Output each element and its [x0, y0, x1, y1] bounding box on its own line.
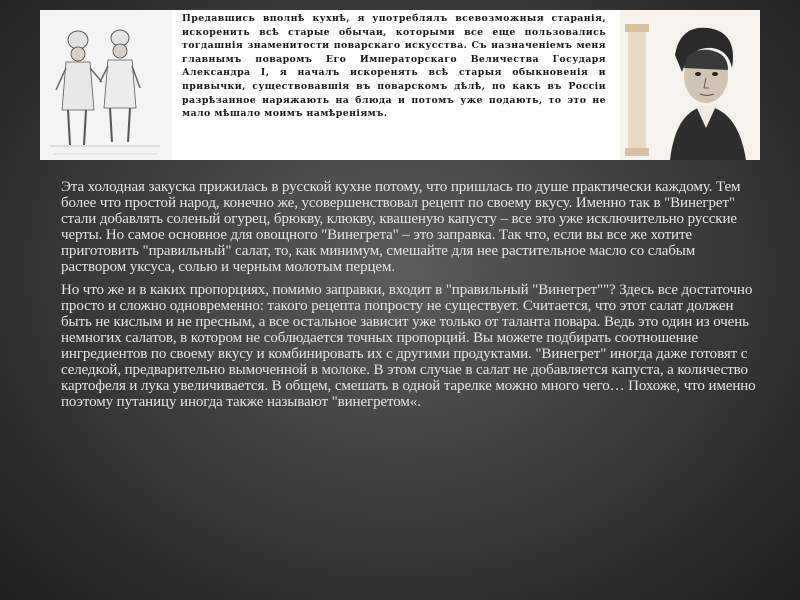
paragraph-1: Эта холодная закуска прижилась в русской кухне потому, что пришлась по душе практически каждому. Тем более что простой народ, конечно же, усовершенствовал рецепт по своему вкусу. Именно так в "Винегрет" стали добавлять соленый огурец, брюкву, клюкву, квашеную капусту – все это уже исключительно русские черты. Но самое основное для овощного "Винегрета" – это заправка. Так что, если вы все же хотите приготовить "правильный" салат, то, как минимум, смешайте для нее растительное масло со слабым раствором уксуса, солью и черным молотым перцем. — [61, 179, 741, 275]
two-cooks-engraving — [40, 10, 172, 160]
paragraph-2: Но что же и в каких пропорциях, помимо заправки, входит в "правильный "Винегрет""? Здесь все достаточно просто и сложно одновременно: такого рецепта попросту не существует. Считается, что этот салат должен быть не кислым и не пресным, а все остальное зависит уже только от таланта повара. Ведь это один из очень немногих салатов, в котором не соблюдается точных пропорций. Вы можете подбирать соотношение ингредиентов по своему вкусу и комбинировать их с другими продуктами. "Винегрет" иногда даже готовят с селедкой, предварительно вымоченной в молоке. В этом случае в салат не добавляется капуста, а количество картофеля и лука увеличивается. В общем, смешать в одной тарелке можно много чего… Похоже, что именно поэтому путаницу иногда также называют "винегретом«. — [61, 282, 756, 410]
historical-quote: Предавшись вполнѣ кухнѣ, я употреблялъ всевозможныя старанія, искоренить всѣ старые обычаи, которыми все еще пользовались тогдашнія знаменитости поварскаго искусства. Съ назначеніемъ меня главнымъ поваромъ Его Императорскаго Величества Государя Александра I, я началъ искоренять всѣ старыя обыкновенія и привычки, существовавшія въ поварскомъ дѣлѣ, по какъ въ Россіи разрѣзанное наряжають на блюда и потомъ уже подають, то это не мало мѣшало моимъ намѣреніямъ. — [182, 13, 606, 120]
article-text — [61, 179, 761, 417]
chef-portrait — [620, 10, 760, 160]
historical-quote-text — [174, 12, 614, 158]
header-banner-image — [40, 10, 760, 160]
